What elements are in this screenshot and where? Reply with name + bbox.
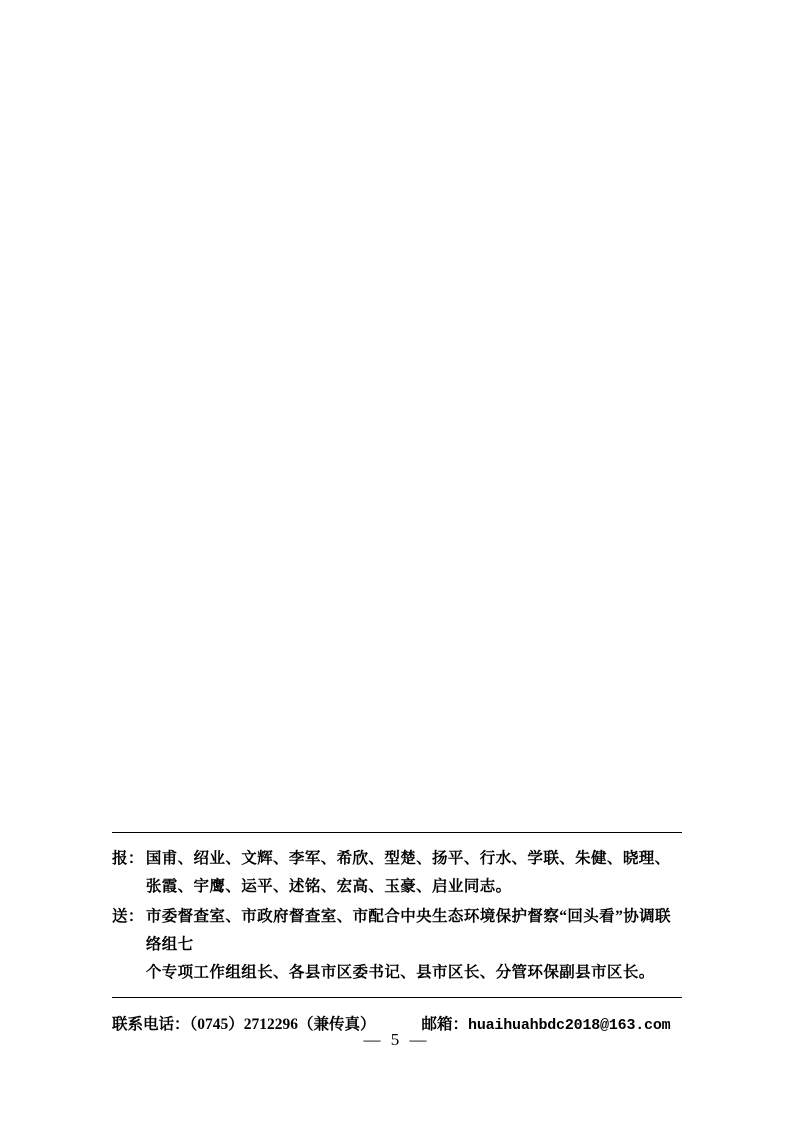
send-distribution-row bbox=[112, 903, 682, 987]
send-label: 送： bbox=[112, 908, 144, 925]
footer-bottom-rule bbox=[112, 997, 682, 998]
send-text bbox=[146, 903, 682, 987]
contact-mail-label: 邮箱： bbox=[421, 1016, 469, 1033]
report-distribution-row bbox=[112, 845, 682, 901]
report-text-line-1: 国甫、绍业、文辉、李军、希欣、型楚、扬平、行水、学联、朱健、晓理、 bbox=[145, 850, 671, 867]
contact-mail-value: huaihuahbdc2018@163.com bbox=[468, 1017, 671, 1034]
footer-top-rule bbox=[112, 832, 682, 833]
report-text bbox=[146, 845, 682, 901]
report-label: 报： bbox=[112, 850, 144, 867]
document-footer-block bbox=[112, 832, 682, 1039]
contact-phone: 联系电话：（0745）2712296（兼传真） bbox=[112, 1016, 376, 1033]
page-number: — 5 — bbox=[363, 1030, 430, 1049]
send-text-line-2: 个专项工作组组长、各县市区委书记、县市区长、分管环保副县市区长。 bbox=[145, 964, 655, 981]
report-text-line-2: 张霞、宇鹰、运平、述铭、宏高、玉豪、启业同志。 bbox=[145, 878, 512, 895]
send-text-line-1: 市委督查室、市政府督查室、市配合中央生态环境保护督察“回头看”协调联络组七 bbox=[145, 908, 671, 953]
